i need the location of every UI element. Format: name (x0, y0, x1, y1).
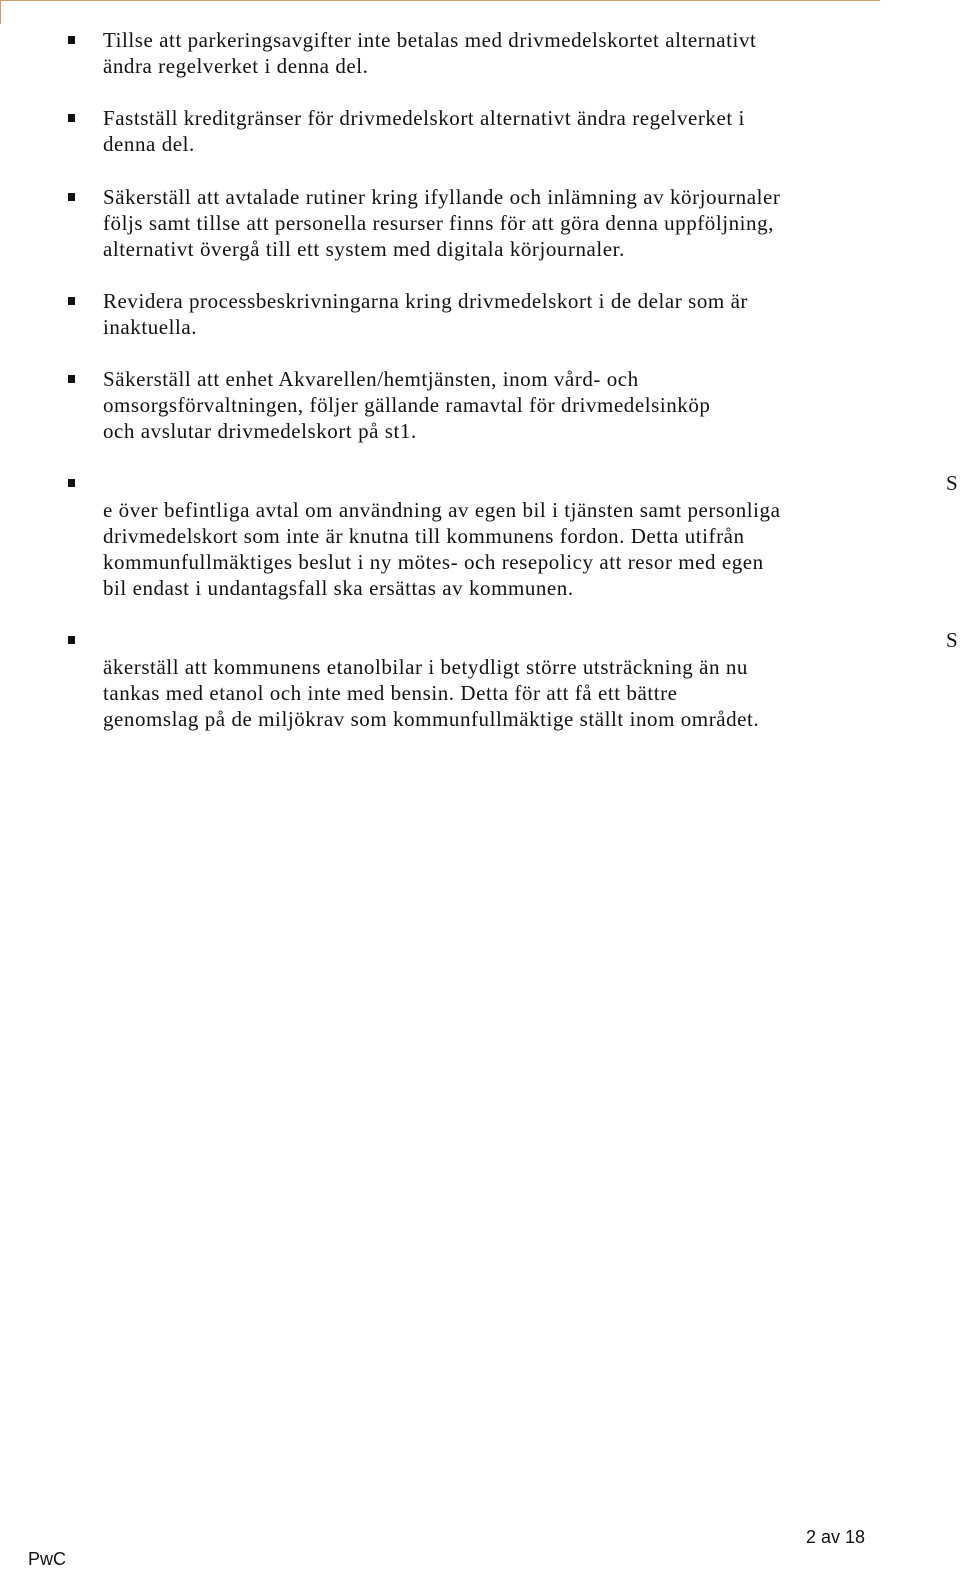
square-bullet-icon (68, 36, 75, 44)
footer-brand: PwC (28, 1549, 67, 1569)
square-bullet-icon (68, 297, 75, 305)
list-item-text: Säkerställ att enhet Akvarellen/hemtjänsten, inom vård- och omsorgsförvaltningen, följer gällande ramavtal för drivmedelsinköp och avslutar drivmedelskort på st1. (103, 367, 711, 443)
list-item-text: e över befintliga avtal om användning av egen bil i tjänsten samt personliga drivmedelskort som inte är knutna till kommunens fordon. Detta utifrån kommunfullmäktiges beslut i ny mötes- och resepolicy att resor med egen bil endast i undantagsfall ska ersättas av kommunen. (103, 498, 781, 600)
list-item-text: Revidera processbeskrivningarna kring drivmedelskort i de delar som är inaktuella. (103, 289, 748, 339)
list-item-text: Fastställ kreditgränser för drivmedelskort alternativt ändra regelverket i denna del. (103, 106, 745, 156)
square-bullet-icon (68, 375, 75, 383)
list-item-text: äkerställ att kommunens etanolbilar i betydligt större utsträckning än nu tankas med etanol och inte med bensin. Detta för att få ett bättre genomslag på de miljökrav som kommunfullmäktige ställt inom området. (103, 655, 760, 731)
square-bullet-icon (68, 114, 75, 122)
list-item-initial: S (946, 471, 958, 495)
square-bullet-icon (68, 193, 75, 201)
page-number: 2 av 18 (806, 1527, 866, 1547)
square-bullet-icon (68, 636, 75, 644)
list-item-text: Tillse att parkeringsavgifter inte betalas med drivmedelskortet alternativt ändra regelverket i denna del. (103, 28, 757, 78)
list-item-text: Säkerställ att avtalade rutiner kring ifyllande och inlämning av körjournaler följs samt tillse att personella resurser finns för att göra denna uppföljning, alternativt övergå till ett system med digitala körjournaler. (103, 185, 781, 261)
page-corner-mark (0, 0, 880, 24)
square-bullet-icon (68, 479, 75, 487)
list-item-initial: S (946, 628, 958, 652)
